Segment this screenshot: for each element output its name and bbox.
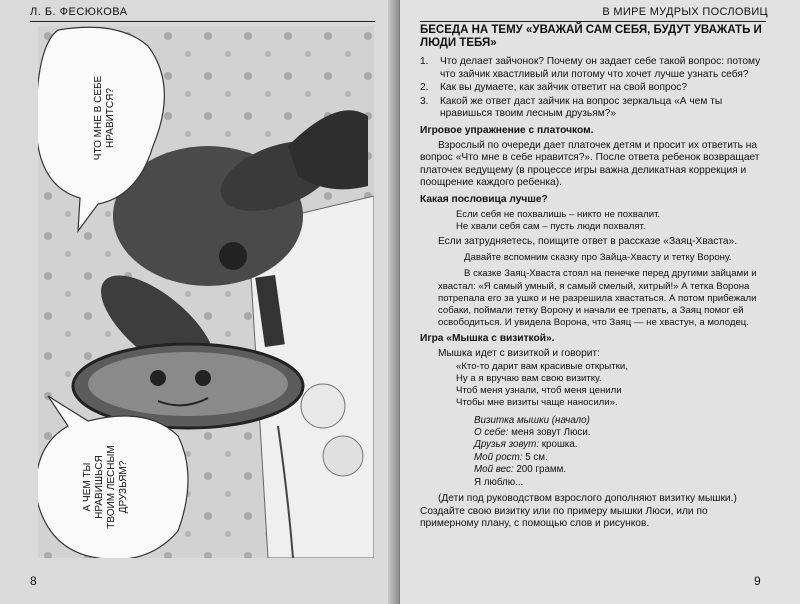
page-number-left: 8 bbox=[30, 574, 37, 588]
proverb-1: Если себя не похвалишь – никто не похвалит. bbox=[456, 208, 661, 220]
page-number-right: 9 bbox=[754, 574, 761, 588]
illustration bbox=[38, 26, 374, 558]
poem-line-2: Ну а я вручаю вам свою визитку. bbox=[456, 372, 602, 384]
bubble-text-bottom: А ЧЕМ ТЫ НРАВИШЬСЯ ТВОИМ ЛЕСНЫМ ДРУЗЬЯМ? bbox=[82, 445, 129, 529]
header-rule-left bbox=[30, 21, 375, 22]
game2-intro: Мышка идет с визиткой и говорит: bbox=[438, 347, 600, 359]
visit-line: Мой рост: 5 см. bbox=[474, 451, 548, 463]
visit-line: Я люблю... bbox=[474, 476, 524, 488]
question-3: 3. Какой же ответ даст зайчик на вопрос зеркальца «А чем ты нравишься твоим лесным друзьям?» bbox=[420, 95, 723, 120]
proverb-2: Не хвали себя сам – пусть люди похвалят. bbox=[456, 220, 646, 232]
left-page bbox=[0, 0, 398, 604]
right-page bbox=[400, 0, 800, 604]
visit-line: Друзья зовут: крошка. bbox=[474, 439, 578, 451]
poem-line-3: Чтоб меня узнали, чтоб меня ценили bbox=[456, 384, 622, 396]
closing-text: (Дети под руководством взрослого дополняют визитку мышки.) Создайте свою визитку или по примеру мышки Люси, или по примерному плану, с помощью слов и рисунков. bbox=[420, 492, 737, 530]
question-1: 1. Что делает зайчонок? Почему он задает себе такой вопрос: потому что зайчик хвастливый или потому что хочет лучше узнать себя? bbox=[420, 56, 761, 80]
poem-line-1: «Кто-то дарит вам красивые открытки, bbox=[456, 360, 628, 372]
section-title: БЕСЕДА НА ТЕМУ «УВАЖАЙ САМ СЕБЯ, БУДУТ УВАЖАТЬ И ЛЮДИ ТЕБЯ» bbox=[420, 24, 762, 49]
story-paragraph-2: В сказке Заяц-Хваста стоял на пенечке перед другими зайцами и хвастал: «Я самый умный, я самый смелый, хитрый!» А тетка Ворона потрепала его за ушко и не разрешила хвастаться. А потом прибежали собаки, поймали тетку Ворону и начали ее трепать, а Заяц помог ей освободиться. И увидела Ворона, что Заяц — не хвастун, а молодец. bbox=[438, 268, 757, 329]
visit-line: Мой вес: 200 грамм. bbox=[474, 464, 567, 476]
page-content bbox=[420, 24, 766, 531]
bubble-text-top: ЧТО МНЕ В СЕБЕ НРАВИТСЯ? bbox=[93, 75, 116, 161]
difficulty-text: Если затрудняетесь, поищите ответ в рассказе «Заяц-Хваста». bbox=[438, 235, 738, 247]
game1-title: Игровое упражнение с платочком. bbox=[420, 124, 594, 136]
poem-line-4: Чтобы мне визиты чаще наносили». bbox=[456, 396, 618, 408]
story-paragraph-1: Давайте вспомним сказку про Зайца-Хвасту и тетку Ворону. bbox=[464, 252, 732, 264]
visit-line: О себе: меня зовут Люси. bbox=[474, 426, 591, 438]
proverb-title: Какая пословица лучше? bbox=[420, 193, 548, 205]
question-2: 2. Как вы думаете, как зайчик ответит на свой вопрос? bbox=[420, 82, 688, 94]
running-head-left: Л. Б. ФЕСЮКОВА bbox=[30, 6, 128, 18]
game1-text: Взрослый по очереди дает платочек детям и просит их ответить на вопрос «Что мне в себе нравится?». После ответа ребенок возвращает платочек ведущему (в процессе игры важна деликатная коррекция и поощрение каждого ребенка). bbox=[420, 139, 760, 189]
visit-card-title: Визитка мышки (начало) bbox=[474, 414, 590, 426]
game2-title: Игра «Мышка с визиткой». bbox=[420, 333, 555, 345]
header-rule-right bbox=[420, 21, 766, 22]
running-head-right: В МИРЕ МУДРЫХ ПОСЛОВИЦ bbox=[602, 6, 768, 18]
